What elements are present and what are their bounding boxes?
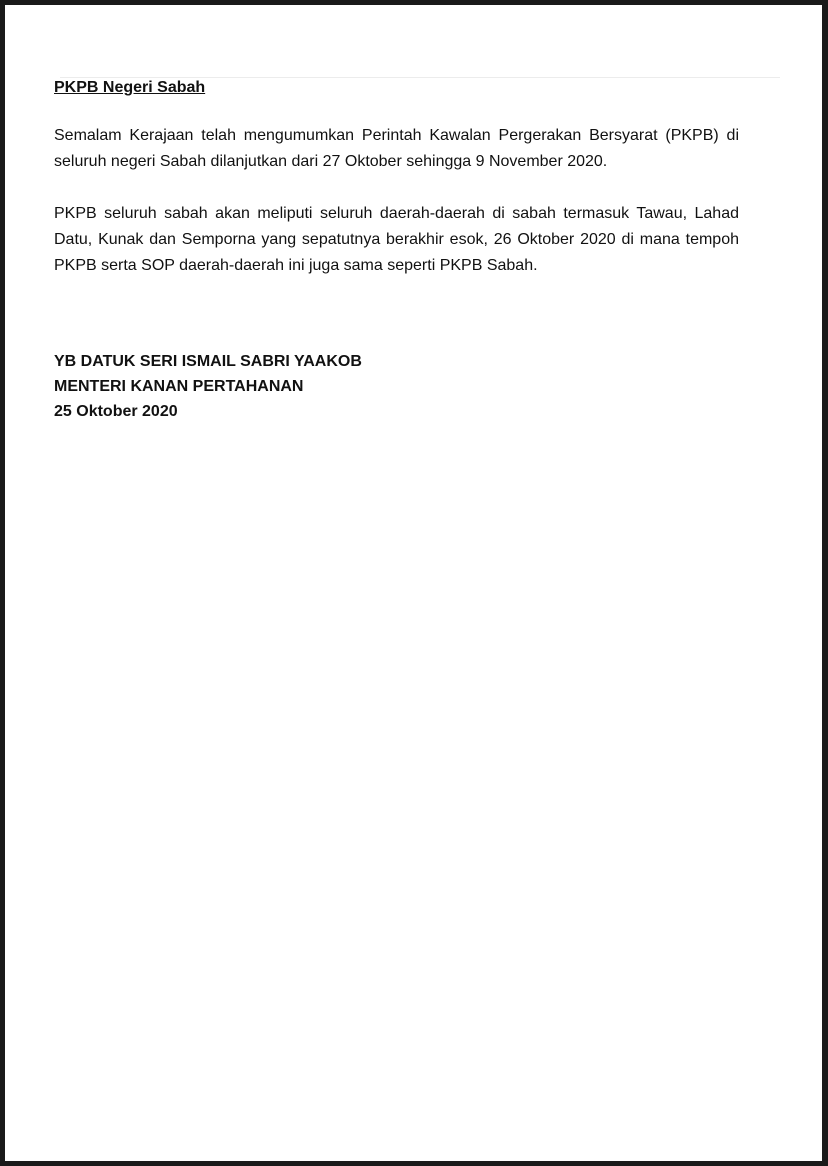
paragraph-1: Semalam Kerajaan telah mengumumkan Perintah Kawalan Pergerakan Bersyarat (PKPB) di seluruh negeri Sabah dilanjutkan dari 27 Oktober sehingga 9 November 2020. <box>54 127 739 170</box>
signature-date: 25 Oktober 2020 <box>54 403 178 420</box>
document-page <box>5 5 822 1161</box>
signatory-name: YB DATUK SERI ISMAIL SABRI YAAKOB <box>54 353 362 370</box>
paragraph-2: PKPB seluruh sabah akan meliputi seluruh daerah-daerah di sabah termasuk Tawau, Lahad Datu, Kunak dan Semporna yang sepatutnya berakhir esok, 26 Oktober 2020 di mana tempoh PKPB serta SOP daerah-daerah ini juga sama seperti PKPB Sabah. <box>54 205 739 274</box>
signature-block <box>54 349 739 424</box>
document-title: PKPB Negeri Sabah <box>54 79 206 96</box>
signatory-position: MENTERI KANAN PERTAHANAN <box>54 378 304 395</box>
